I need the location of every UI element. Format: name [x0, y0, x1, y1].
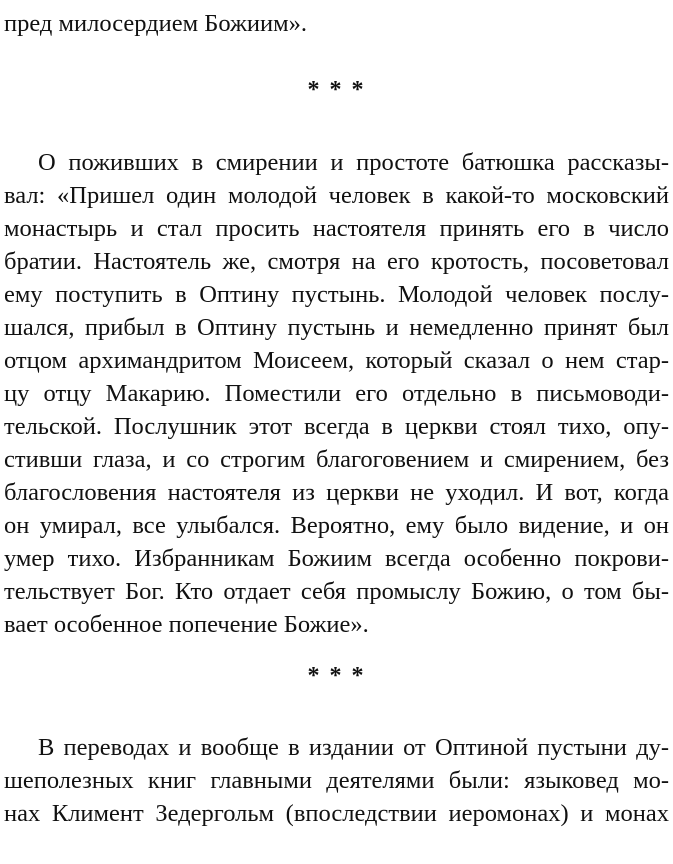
text-line: вал: «Пришел один молодой человек в какой-то московский: [4, 182, 669, 209]
text-line: благословения настоятеля из церкви не уходил. И вот, когда: [4, 479, 669, 506]
text-line: тельствует Бог. Кто отдает себя промыслу Божию, о том бы-: [4, 578, 669, 605]
opening-line: пред милосердием Божиим».: [4, 10, 307, 37]
text-line: О поживших в смирении и простоте батюшка рассказы-: [38, 149, 669, 176]
section-separator: * * *: [307, 663, 366, 689]
text-line: В переводах и вообще в издании от Оптиной пустыни ду-: [38, 734, 669, 761]
text-line: братии. Настоятель же, смотря на его кротость, посоветовал: [4, 248, 669, 275]
text-line: цу отцу Макарию. Поместили его отдельно в письмоводи-: [4, 380, 669, 407]
text-line: тельской. Послушник этот всегда в церкви стоял тихо, опу-: [4, 413, 669, 440]
text-line: вает особенное попечение Божие».: [4, 611, 369, 638]
text-line: шеполезных книг главными деятелями были: языковед мо-: [4, 767, 669, 794]
text-line: стивши глаза, и со строгим благоговением и смирением, без: [4, 446, 669, 473]
text-line: монастырь и стал просить настоятеля принять его в число: [4, 215, 669, 242]
text-line: он умирал, все улыбался. Вероятно, ему было видение, и он: [4, 512, 669, 539]
text-line: умер тихо. Избранникам Божиим всегда особенно покрови-: [4, 545, 669, 572]
section-separator: * * *: [307, 77, 366, 103]
text-line: отцом архимандритом Моисеем, который сказал о нем стар-: [4, 347, 669, 374]
text-line: нах Климент Зедергольм (впоследствии иеромонах) и монах: [4, 800, 669, 827]
text-line: ему поступить в Оптину пустынь. Молодой человек послу-: [4, 281, 669, 308]
text-line: шался, прибыл в Оптину пустынь и немедленно принят был: [4, 314, 669, 341]
